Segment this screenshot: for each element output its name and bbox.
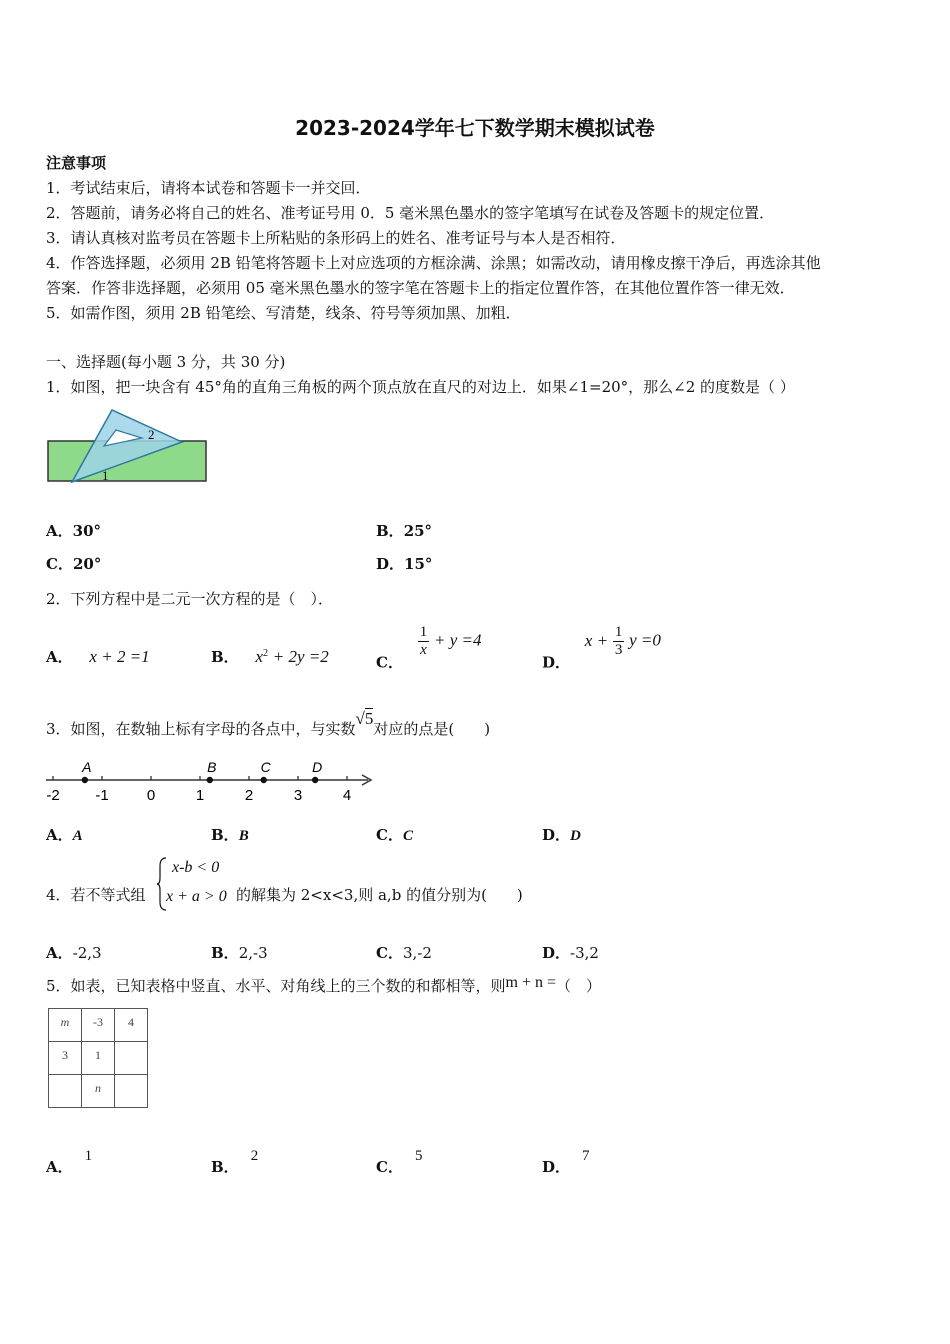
ruler-triangle-figure — [44, 404, 214, 488]
q1-option-b[interactable] — [376, 520, 432, 541]
option-label: A． — [46, 826, 73, 844]
option-value: 20° — [72, 555, 102, 573]
fraction-1-over-3 — [613, 624, 625, 659]
inequality-2: x + a > 0 — [166, 888, 227, 905]
section-heading: 一、选择题(每小题 3 分，共 30 分) — [46, 353, 286, 371]
page-title: 2023-2024学年七下数学期末模拟试卷 — [295, 116, 655, 140]
option-value: C — [402, 828, 413, 844]
point-label: B — [207, 759, 217, 775]
question-5-post: （ ） — [556, 977, 602, 995]
table-cell — [49, 1075, 82, 1108]
table-row — [49, 1075, 148, 1108]
option-label: C． — [46, 555, 73, 573]
point-label: C — [260, 759, 271, 775]
question-4-pre: 4．若不等式组 — [46, 886, 146, 904]
q5-option-b[interactable] — [211, 1148, 259, 1177]
table-cell: -3 — [82, 1009, 115, 1042]
option-value: 2 — [250, 1148, 259, 1164]
option-label: D． — [542, 653, 571, 672]
fraction-1-over-x — [418, 624, 430, 659]
option-label: B． — [211, 648, 239, 666]
option-label: B． — [211, 826, 239, 844]
question-3-post: 对应的点是( ) — [373, 720, 491, 738]
notice-item: 1．考试结束后，请将本试卷和答题卡一并交回． — [46, 179, 371, 197]
option-label: D． — [542, 944, 571, 962]
option-label: B． — [211, 944, 239, 962]
question-4-post: 的解集为 2<x<3,则 a,b 的值分别为( ) — [236, 886, 523, 904]
number-line-figure — [40, 756, 380, 806]
table-cell: 3 — [49, 1042, 82, 1075]
table-cell — [115, 1075, 148, 1108]
point-d — [312, 777, 318, 783]
q2-option-d[interactable] — [542, 624, 661, 673]
notice-item: 3．请认真核对监考员在答题卡上所粘贴的条形码上的姓名、准考证号与本人是否相符． — [46, 229, 626, 247]
question-5-pre: 5．如表，已知表格中竖直、水平、对角线上的三个数的和都相等，则 — [46, 977, 506, 995]
equation-b-exponent: 2 — [263, 648, 269, 659]
question-3-pre: 3．如图，在数轴上标有字母的各点中，与实数 — [46, 720, 356, 738]
q2-option-b[interactable] — [211, 646, 329, 667]
equation-d-pre: x + — [584, 630, 609, 650]
tick-label: 4 — [342, 787, 352, 804]
notice-heading: 注意事项 — [46, 154, 107, 172]
fraction-numerator: 1 — [614, 624, 623, 640]
q5-option-c[interactable] — [376, 1148, 423, 1177]
option-value: 25° — [403, 522, 433, 540]
q4-option-b[interactable] — [211, 942, 268, 963]
option-label: C． — [376, 944, 403, 962]
equation-b-rest: + 2y =2 — [272, 647, 329, 666]
angle-1-label: 1 — [102, 468, 109, 483]
option-value: 3,-2 — [402, 944, 432, 962]
equation-d-rest: y =0 — [629, 630, 661, 650]
tick-label: 1 — [195, 787, 205, 804]
angle-2-label: 2 — [148, 427, 155, 442]
question-3-text — [46, 709, 491, 739]
equation-b-base: x — [255, 647, 264, 666]
q1-option-c[interactable] — [46, 553, 101, 574]
option-value: 5 — [414, 1148, 423, 1164]
q1-option-a[interactable] — [46, 520, 101, 541]
option-value: -2,3 — [72, 944, 102, 962]
sqrt-expression: √5 — [355, 709, 374, 728]
option-value: 30° — [72, 522, 102, 540]
option-value: 7 — [582, 1148, 590, 1164]
point-label: A — [82, 759, 92, 775]
tick-label: -1 — [95, 787, 109, 804]
q3-option-b[interactable] — [211, 824, 249, 845]
option-value: B — [238, 828, 249, 844]
q5-option-d[interactable] — [542, 1148, 590, 1177]
question-5-text — [46, 975, 601, 996]
equation-c-rest: + y =4 — [434, 630, 482, 650]
table-cell — [115, 1042, 148, 1075]
notice-item: 答案．作答非选择题，必须用 05 毫米黑色墨水的签字笔在答题卡上的指定位置作答，在其他位置作答一律无效． — [46, 279, 795, 297]
q5-option-a[interactable] — [46, 1148, 93, 1177]
option-value: 1 — [84, 1148, 93, 1164]
option-value: D — [570, 828, 581, 844]
table-cell: n — [82, 1075, 115, 1108]
option-label: A． — [46, 522, 73, 540]
sqrt-radicand: 5 — [364, 709, 374, 728]
option-label: D． — [542, 826, 571, 844]
inequality-1: x-b < 0 — [172, 859, 220, 876]
q3-option-d[interactable] — [542, 824, 581, 845]
q1-option-d[interactable] — [376, 553, 432, 574]
q4-option-c[interactable] — [376, 942, 432, 963]
q4-option-d[interactable] — [542, 942, 599, 963]
option-label: A． — [46, 648, 73, 666]
q3-option-a[interactable] — [46, 824, 83, 845]
tick-label: 0 — [146, 787, 156, 804]
option-label: A． — [46, 1158, 73, 1176]
fraction-denominator: x — [420, 642, 427, 658]
tick-label: 2 — [244, 787, 254, 804]
table-row — [49, 1009, 148, 1042]
equation-a: x + 2 =1 — [89, 647, 150, 666]
q2-option-c[interactable] — [376, 624, 482, 673]
q3-option-c[interactable] — [376, 824, 413, 845]
tick-label: -2 — [46, 787, 60, 804]
table-cell: 1 — [82, 1042, 115, 1075]
magic-square-table — [48, 1008, 148, 1108]
fraction-denominator: 3 — [614, 642, 623, 658]
q2-option-a[interactable] — [46, 646, 150, 667]
option-label: B． — [211, 1158, 239, 1176]
notice-item: 4．作答选择题，必须用 2B 铅笔将答题卡上对应选项的方框涂满、涂黑；如需改动，请用橡皮擦干净后，再选涂其他 — [46, 254, 821, 272]
option-label: C． — [376, 1158, 403, 1176]
table-row — [49, 1042, 148, 1075]
option-label: C． — [376, 653, 403, 672]
table-cell: 4 — [115, 1009, 148, 1042]
option-value: -3,2 — [570, 944, 599, 962]
point-b — [207, 777, 213, 783]
option-label: D． — [376, 555, 405, 573]
point-a — [82, 777, 88, 783]
question-1-text: 1．如图，把一块含有 45°角的直角三角板的两个顶点放在直尺的对边上．如果∠1=20°，那么∠2 的度数是（ ） — [46, 378, 795, 396]
notice-item: 2．答题前，请务必将自己的姓名、准考证号用 0．5 毫米黑色墨水的签字笔填写在试卷及答题卡的规定位置． — [46, 204, 775, 222]
q4-option-a[interactable] — [46, 942, 102, 963]
notice-item: 5．如需作图，须用 2B 铅笔绘、写清楚，线条、符号等须加黑、加粗． — [46, 304, 521, 322]
question-2-text: 2．下列方程中是二元一次方程的是（ ）． — [46, 590, 334, 608]
point-label: D — [312, 759, 323, 775]
option-label: D． — [542, 1158, 571, 1176]
question-5-math: m + n = — [505, 974, 557, 991]
option-value: 15° — [404, 555, 433, 573]
table-cell: m — [49, 1009, 82, 1042]
tick-label: 3 — [293, 787, 303, 804]
fraction-numerator: 1 — [419, 624, 428, 640]
point-c — [261, 777, 267, 783]
option-label: B． — [376, 522, 404, 540]
option-label: A． — [46, 944, 73, 962]
option-value: 2,-3 — [238, 944, 268, 962]
option-label: C． — [376, 826, 403, 844]
option-value: A — [72, 828, 83, 844]
